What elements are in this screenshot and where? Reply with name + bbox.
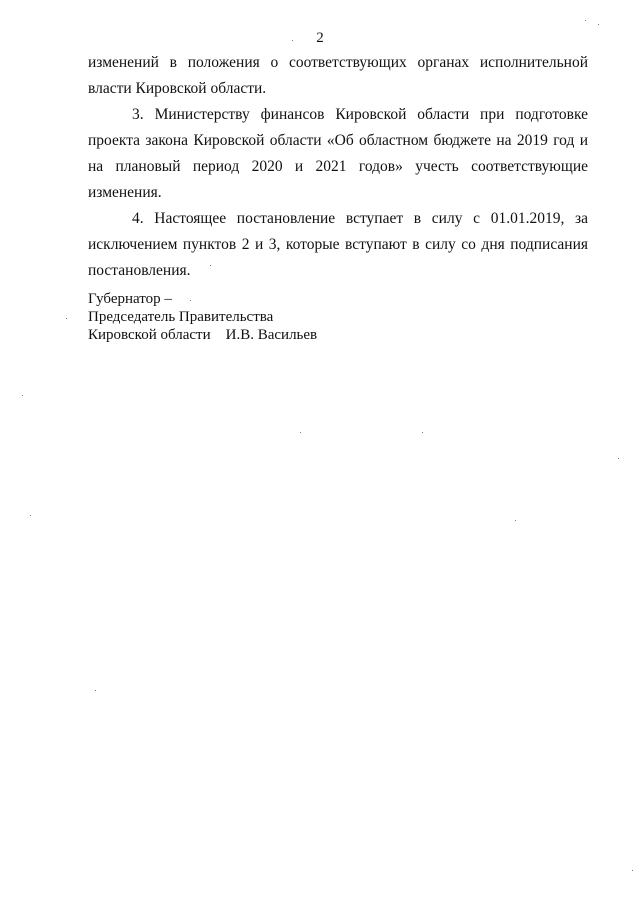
paragraph-item-4: 4. Настоящее постановление вступает в силу с 01.01.2019, за исключением пунктов 2 и 3, которые вступают в силу со дня подписания постановления. (88, 210, 588, 279)
scan-speck (22, 395, 23, 396)
scan-speck (300, 432, 301, 433)
scan-speck (515, 520, 516, 521)
scan-speck (190, 300, 191, 301)
scan-speck (66, 318, 67, 319)
scan-speck (210, 265, 211, 266)
scan-speck (30, 515, 31, 516)
document-body (88, 50, 588, 284)
signature-block (88, 290, 317, 344)
signature-name-line: Кировской области И.В. Васильев (88, 327, 318, 343)
signature-title-line-1: Губернатор – (88, 291, 172, 307)
paragraph-item-3: 3. Министерству финансов Кировской области при подготовке проекта закона Кировской области «Об областном бюджете на 2019 год и на плановый период 2020 и 2021 годов» учесть соответствующие изменения. (88, 106, 588, 201)
scan-speck (422, 432, 423, 433)
scan-speck (585, 20, 586, 21)
signature-title-line-2: Председатель Правительства (88, 309, 274, 325)
scan-speck (618, 458, 619, 459)
page-number: 2 (316, 30, 324, 46)
scan-speck (598, 24, 599, 25)
scan-speck (292, 40, 293, 41)
paragraph-continuation: изменений в положения о соответствующих органах исполнительной власти Кировской области. (88, 54, 588, 97)
scan-speck (632, 870, 633, 871)
scan-speck (95, 690, 96, 691)
